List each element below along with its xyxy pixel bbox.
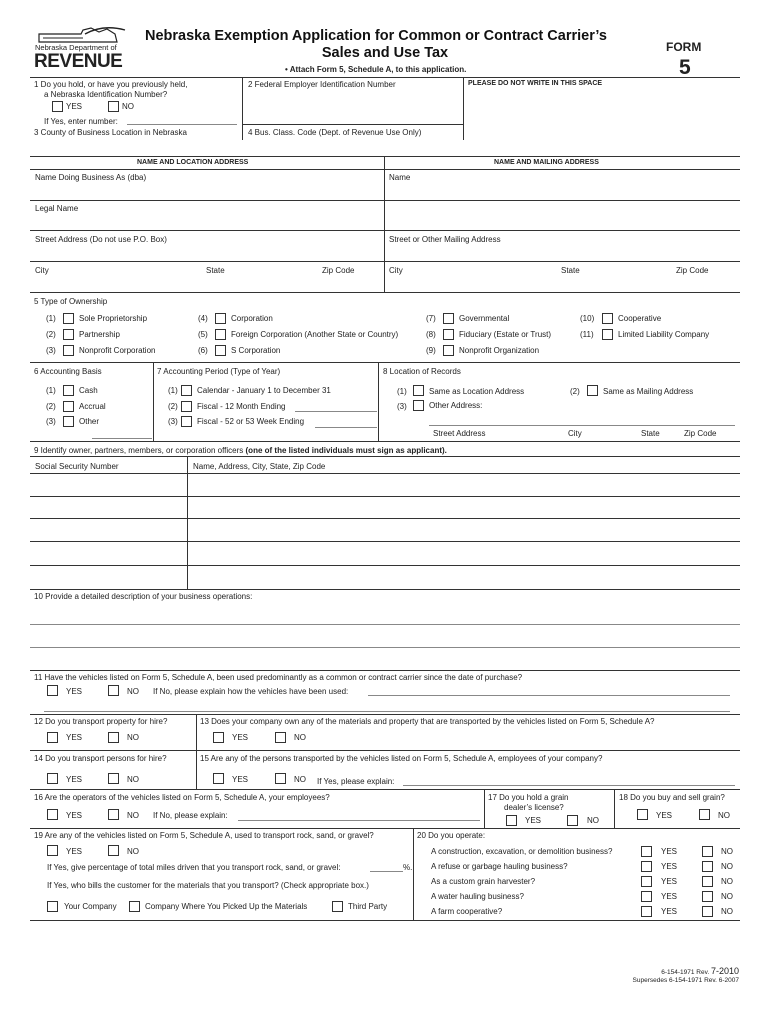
q20-item-2-yes-checkbox[interactable] (641, 861, 652, 872)
q17-label: 17 Do you hold a grain (488, 793, 569, 802)
q15-no-label: NO (294, 775, 306, 784)
q9-text: 9 Identify owner, partners, members, or corporation officers (34, 446, 246, 455)
state-label: State (206, 266, 225, 275)
q1-yes-checkbox[interactable] (52, 101, 63, 112)
ownership-4-num: (4) (198, 314, 208, 323)
q16-explain-field[interactable] (238, 820, 480, 821)
q10-line-1[interactable] (30, 624, 740, 625)
location-address-heading: NAME AND LOCATION ADDRESS (137, 159, 249, 166)
rec1-checkbox[interactable] (413, 385, 424, 396)
q11-no-label: NO (127, 687, 139, 696)
basis-3-label: Other (79, 417, 100, 426)
dept-label: Nebraska Department of (35, 43, 117, 52)
dba-label: Name Doing Business As (dba) (35, 173, 147, 182)
q13-no-checkbox[interactable] (275, 732, 286, 743)
q9-text-bold: (one of the listed individuals must sign as applicant). (245, 446, 447, 455)
officer-name-col-label: Name, Address, City, State, Zip Code (193, 462, 326, 471)
ownership-3-checkbox[interactable] (63, 345, 74, 356)
q20-item-5-label: A farm cooperative? (431, 907, 503, 916)
q20-item-3-label: As a custom grain harvester? (431, 877, 536, 886)
q11-yes-label: YES (66, 687, 83, 696)
rec-state-label: State (641, 429, 660, 438)
q19-no-label: NO (127, 847, 139, 856)
q20-item-5-no-label: NO (721, 907, 733, 916)
q14-label: 14 Do you transport persons for hire? (34, 754, 167, 763)
ownership-7-num: (7) (426, 314, 436, 323)
basis-3-checkbox[interactable] (63, 416, 74, 427)
q19-who-label: If Yes, who bills the customer for the materials that you transport? (Check appropriate box.) (47, 881, 369, 890)
ownership-3-label: Nonprofit Corporation (79, 346, 156, 355)
basis-2-num: (2) (46, 402, 56, 411)
ownership-11-checkbox[interactable] (602, 329, 613, 340)
rec3-num: (3) (397, 402, 407, 411)
mailing-address-heading: NAME AND MAILING ADDRESS (494, 159, 599, 166)
q15-explain-field[interactable] (403, 785, 735, 786)
q20-item-1-yes-checkbox[interactable] (641, 846, 652, 857)
ownership-9-checkbox[interactable] (443, 345, 454, 356)
other-address-field[interactable] (429, 425, 735, 426)
ownership-10-label: Cooperative (618, 314, 662, 323)
basis-2-checkbox[interactable] (63, 401, 74, 412)
ownership-1-num: (1) (46, 314, 56, 323)
q17-yes-label: YES (525, 816, 542, 825)
rec2-num: (2) (570, 387, 580, 396)
q20-item-4-no-checkbox[interactable] (702, 891, 713, 902)
form-title-line2: Sales and Use Tax (321, 45, 449, 61)
q20-item-1-no-label: NO (721, 847, 733, 856)
rec-street-label: Street Address (433, 429, 486, 438)
basis-1-num: (1) (46, 386, 56, 395)
q15-label: 15 Are any of the persons transported by the vehicles listed on Form 5, Schedule A, employees of your company? (200, 754, 603, 763)
q11-label: 11 Have the vehicles listed on Form 5, Schedule A, been used predominantly as a common or contract carrier since the date of purchase? (34, 673, 523, 682)
basis-2-label: Accrual (79, 402, 106, 411)
period-3-checkbox[interactable] (181, 416, 192, 427)
q12-yes-label: YES (66, 733, 83, 742)
ssn-col-label: Social Security Number (35, 462, 119, 471)
q18-no-checkbox[interactable] (699, 809, 710, 820)
form-title-line1: Nebraska Exemption Application for Common or Contract Carrier’s (145, 28, 607, 44)
q17-yes-checkbox[interactable] (506, 815, 517, 826)
period-2-label: Fiscal - 12 Month Ending (197, 402, 286, 411)
q19-third-party-checkbox[interactable] (332, 901, 343, 912)
q20-item-3-yes-label: YES (661, 877, 678, 886)
mail-zip-label: Zip Code (676, 266, 709, 275)
basis-1-label: Cash (79, 386, 98, 395)
rec-zip-label: Zip Code (684, 429, 717, 438)
mail-state-label: State (561, 266, 580, 275)
supersedes-note: Supersedes 6-154-1971 Rev. 6-2007 (632, 977, 739, 984)
q20-item-5-yes-checkbox[interactable] (641, 906, 652, 917)
revenue-wordmark: REVENUE (34, 51, 123, 72)
q20-item-2-no-label: NO (721, 862, 733, 871)
q20-item-2-yes-label: YES (661, 862, 678, 871)
ownership-1-label: Sole Proprietorship (79, 314, 148, 323)
fiscal-12-field[interactable] (295, 411, 377, 412)
mail-name-label: Name (389, 173, 411, 182)
q19-miles-label: If Yes, give percentage of total miles driven that you transport rock, sand, or gravel: (47, 863, 341, 872)
rec3-label: Other Address: (429, 401, 483, 410)
ownership-3-num: (3) (46, 346, 56, 355)
q13-yes-label: YES (232, 733, 249, 742)
q17-no-checkbox[interactable] (567, 815, 578, 826)
ownership-10-num: (10) (580, 314, 595, 323)
q1-no-checkbox[interactable] (108, 101, 119, 112)
q16-explain-label: If No, please explain: (153, 811, 228, 820)
form-number: 5 (679, 56, 691, 79)
q10-line-2[interactable] (30, 647, 740, 648)
q9-label (34, 446, 447, 455)
period-3-num: (3) (168, 417, 178, 426)
q11-explain-field-2[interactable] (44, 711, 730, 712)
ownership-9-num: (9) (426, 346, 436, 355)
q20-item-2-label: A refuse or garbage hauling business? (431, 862, 568, 871)
rec2-label: Same as Mailing Address (603, 387, 694, 396)
q11-explain-field[interactable] (368, 695, 730, 696)
q19-pickup-company-checkbox[interactable] (129, 901, 140, 912)
q18-label: 18 Do you buy and sell grain? (619, 793, 725, 802)
ownership-6-checkbox[interactable] (215, 345, 226, 356)
q19-your-company-label: Your Company (64, 902, 117, 911)
q12-label: 12 Do you transport property for hire? (34, 717, 168, 726)
q14-no-label: NO (127, 775, 139, 784)
q19-no-checkbox[interactable] (108, 845, 119, 856)
basis-1-checkbox[interactable] (63, 385, 74, 396)
q19-percent-field[interactable] (370, 871, 403, 872)
ownership-2-checkbox[interactable] (63, 329, 74, 340)
officer-row-4[interactable] (30, 565, 740, 566)
ownership-8-label: Fiduciary (Estate or Trust) (459, 330, 552, 339)
rec3-checkbox[interactable] (413, 400, 424, 411)
q15-yes-label: YES (232, 775, 249, 784)
period-1-label: Calendar - January 1 to December 31 (197, 386, 331, 395)
q20-item-3-no-label: NO (721, 877, 733, 886)
ownership-11-label: Limited Liability Company (618, 330, 710, 339)
q10-label: 10 Provide a detailed description of your business operations: (34, 592, 253, 601)
q1-number-field[interactable] (127, 124, 237, 125)
q13-label: 13 Does your company own any of the materials and property that are transported by the vehicles listed on Form 5, Schedule A? (200, 717, 655, 726)
q19-percent-sign: %. (403, 863, 413, 872)
street-address-label: Street Address (Do not use P.O. Box) (35, 235, 167, 244)
ownership-5-checkbox[interactable] (215, 329, 226, 340)
q20-item-1-label: A construction, excavation, or demolition business? (431, 847, 613, 856)
ownership-5-label: Foreign Corporation (Another State or Country) (231, 330, 399, 339)
q14-yes-label: YES (66, 775, 83, 784)
period-1-num: (1) (168, 386, 178, 395)
q11-yes-checkbox[interactable] (47, 685, 58, 696)
ownership-7-label: Governmental (459, 314, 510, 323)
q20-item-4-yes-label: YES (661, 892, 678, 901)
rec2-checkbox[interactable] (587, 385, 598, 396)
q16-no-label: NO (127, 811, 139, 820)
basis-3-num: (3) (46, 417, 56, 426)
q18-no-label: NO (718, 811, 730, 820)
officer-row-3[interactable] (30, 541, 740, 542)
q20-item-3-no-checkbox[interactable] (702, 876, 713, 887)
ownership-4-label: Corporation (231, 314, 273, 323)
city-label: City (35, 266, 49, 275)
ownership-4-checkbox[interactable] (215, 313, 226, 324)
period-1-checkbox[interactable] (181, 385, 192, 396)
q13-no-label: NO (294, 733, 306, 742)
q12-yes-checkbox[interactable] (47, 732, 58, 743)
q19-your-company-checkbox[interactable] (47, 901, 58, 912)
q13-yes-checkbox[interactable] (213, 732, 224, 743)
fiscal-52-field[interactable] (315, 427, 377, 428)
form-revision-year: 7-2010 (710, 966, 739, 976)
q18-yes-label: YES (656, 811, 673, 820)
ownership-11-num: (11) (580, 330, 594, 339)
q20-label: 20 Do you operate: (417, 831, 486, 840)
q14-no-checkbox[interactable] (108, 773, 119, 784)
q14-yes-checkbox[interactable] (47, 773, 58, 784)
ownership-8-checkbox[interactable] (443, 329, 454, 340)
rec1-label: Same as Location Address (429, 387, 525, 396)
ownership-5-num: (5) (198, 330, 208, 339)
q16-yes-label: YES (66, 811, 83, 820)
q1-label: 1 Do you hold, or have you previously held, (34, 80, 188, 89)
ownership-10-checkbox[interactable] (602, 313, 613, 324)
q20-item-5-yes-label: YES (661, 907, 678, 916)
q19-yes-label: YES (66, 847, 83, 856)
q1-label-cont: a Nebraska Identification Number? (44, 90, 168, 99)
q16-label: 16 Are the operators of the vehicles listed on Form 5, Schedule A, your employees? (34, 793, 330, 802)
ownership-2-label: Partnership (79, 330, 120, 339)
ownership-6-label: S Corporation (231, 346, 281, 355)
q1-if-yes-label: If Yes, enter number: (44, 117, 118, 126)
no-write-label: PLEASE DO NOT WRITE IN THIS SPACE (468, 80, 603, 87)
q19-yes-checkbox[interactable] (47, 845, 58, 856)
officer-row-1[interactable] (30, 496, 740, 497)
q20-item-1-yes-label: YES (661, 847, 678, 856)
q16-no-checkbox[interactable] (108, 809, 119, 820)
mail-city-label: City (389, 266, 403, 275)
q17-label-cont: dealer’s license? (504, 803, 564, 812)
q19-pickup-company-label: Company Where You Picked Up the Materials (145, 902, 308, 911)
q12-no-label: NO (127, 733, 139, 742)
ownership-label: 5 Type of Ownership (34, 297, 108, 306)
q20-item-4-label: A water hauling business? (431, 892, 524, 901)
period-2-checkbox[interactable] (181, 401, 192, 412)
q20-item-4-no-label: NO (721, 892, 733, 901)
ownership-7-checkbox[interactable] (443, 313, 454, 324)
q20-item-1-no-checkbox[interactable] (702, 846, 713, 857)
ownership-8-num: (8) (426, 330, 436, 339)
q12-no-checkbox[interactable] (108, 732, 119, 743)
q1-yes-label: YES (66, 102, 83, 111)
q15-yes-checkbox[interactable] (213, 773, 224, 784)
q16-yes-checkbox[interactable] (47, 809, 58, 820)
q19-third-party-label: Third Party (348, 902, 388, 911)
accounting-basis-label: 6 Accounting Basis (34, 367, 102, 376)
q20-item-4-yes-checkbox[interactable] (641, 891, 652, 902)
q1-no-label: NO (122, 102, 134, 111)
period-2-num: (2) (168, 402, 178, 411)
q4-label: 4 Bus. Class. Code (Dept. of Revenue Use Only) (248, 128, 422, 137)
q3-label: 3 County of Business Location in Nebraska (34, 128, 187, 137)
q2-label: 2 Federal Employer Identification Number (248, 80, 396, 89)
q11-explain-label: If No, please explain how the vehicles have been used: (153, 687, 349, 696)
other-basis-field[interactable] (92, 438, 152, 439)
zip-label: Zip Code (322, 266, 355, 275)
ownership-1-checkbox[interactable] (63, 313, 74, 324)
q20-item-3-yes-checkbox[interactable] (641, 876, 652, 887)
form-revision-text: 6-154-1971 Rev. (661, 969, 711, 976)
legal-name-label: Legal Name (35, 204, 79, 213)
mailing-street-label: Street or Other Mailing Address (389, 235, 501, 244)
officer-row-2[interactable] (30, 518, 740, 519)
nebraska-map-icon (33, 22, 129, 44)
q11-no-checkbox[interactable] (108, 685, 119, 696)
period-3-label: Fiscal - 52 or 53 Week Ending (197, 417, 305, 426)
ownership-6-num: (6) (198, 346, 208, 355)
q15-explain-label: If Yes, please explain: (317, 777, 395, 786)
q20-item-5-no-checkbox[interactable] (702, 906, 713, 917)
accounting-period-label: 7 Accounting Period (Type of Year) (157, 367, 281, 376)
rec-city-label: City (568, 429, 582, 438)
q15-no-checkbox[interactable] (275, 773, 286, 784)
form-label: FORM (666, 40, 702, 54)
form-revision (661, 966, 739, 976)
attach-instruction: • Attach Form 5, Schedule A, to this application. (285, 65, 467, 74)
q20-item-2-no-checkbox[interactable] (702, 861, 713, 872)
q18-yes-checkbox[interactable] (637, 809, 648, 820)
ownership-2-num: (2) (46, 330, 56, 339)
q19-label: 19 Are any of the vehicles listed on Form 5, Schedule A, used to transport rock, sand, or gravel? (34, 831, 374, 840)
q17-no-label: NO (587, 816, 599, 825)
rec1-num: (1) (397, 387, 407, 396)
ownership-9-label: Nonprofit Organization (459, 346, 540, 355)
records-location-label: 8 Location of Records (383, 367, 461, 376)
